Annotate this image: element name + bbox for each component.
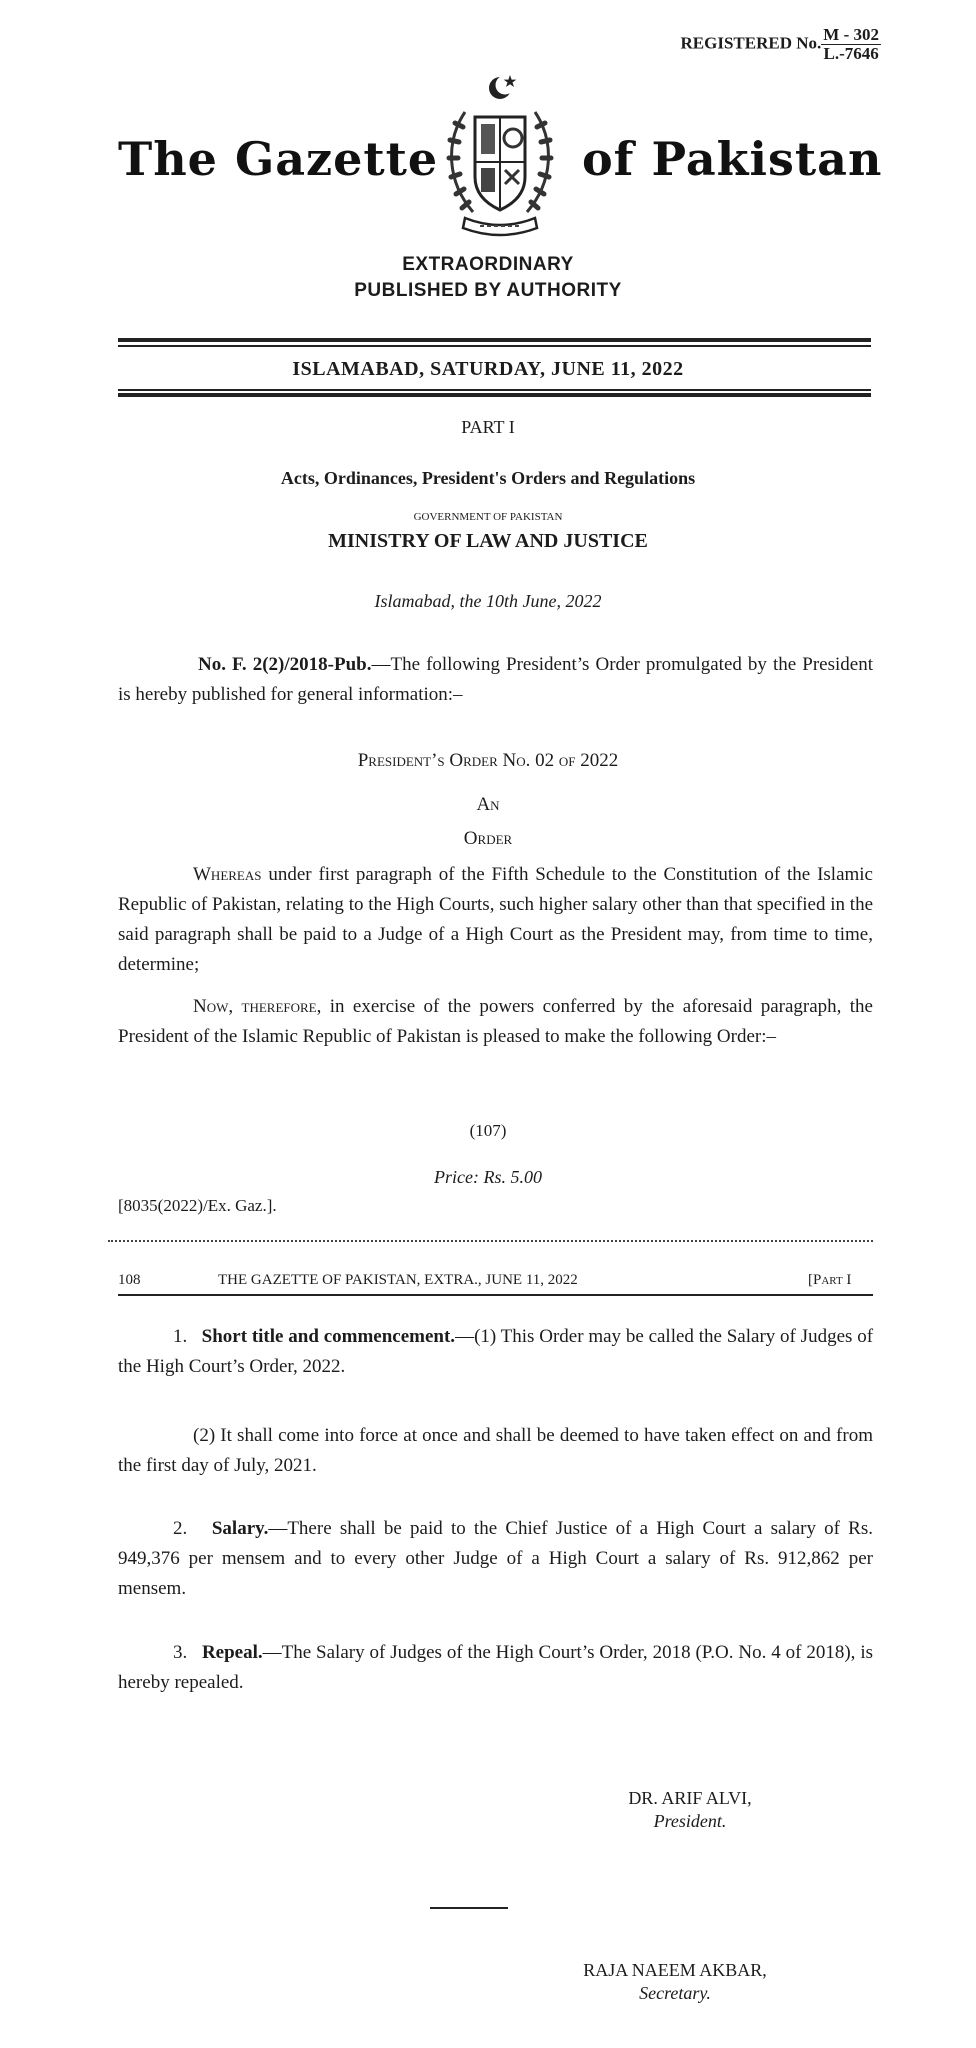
price: Price: Rs. 5.00 xyxy=(434,1167,542,1187)
top-rule-thin xyxy=(118,345,871,347)
gazette-title-right: of Pakistan xyxy=(582,132,883,186)
order-word: Order xyxy=(463,828,513,849)
running-part: [Part I xyxy=(808,1272,852,1288)
running-header-rule xyxy=(118,1294,873,1296)
section-3-text: —The Salary of Judges of the High Court’s Order, 2018 (P.O. No. 4 of 2018), is hereby repealed. xyxy=(118,1642,873,1693)
extraordinary-label: EXTRAORDINARY xyxy=(402,254,574,275)
page-break xyxy=(108,1240,873,1242)
section-2-text: —There shall be paid to the Chief Justice of a High Court a salary of Rs. 949,376 per mensem and to every other Judge of a High Court a salary of Rs. 912,862 per mensem. xyxy=(118,1518,873,1599)
whereas-word: Whereas xyxy=(193,864,262,885)
section-3-number: 3. xyxy=(173,1642,188,1663)
order-title: President’s Order No. 02 of 2022 xyxy=(357,750,619,771)
signature-separator xyxy=(430,1907,508,1909)
section-3-heading: Repeal. xyxy=(201,1642,263,1663)
secretary-name: RAJA NAEEM AKBAR, xyxy=(583,1960,767,1980)
section-1-text: —(1) This Order may be called the Salary of Judges of the High Court’s Order, 2022. xyxy=(118,1326,874,1377)
government-label: GOVERNMENT OF PAKISTAN xyxy=(413,511,563,523)
president-name: DR. ARIF ALVI, xyxy=(628,1788,752,1808)
section-1-heading: Short title and commencement. xyxy=(201,1326,456,1347)
place-date: Islamabad, the 10th June, 2022 xyxy=(374,591,602,611)
running-title: THE GAZETTE OF PAKISTAN, EXTRA., JUNE 11, 2022 xyxy=(218,1272,578,1288)
section-1 xyxy=(118,1322,873,1382)
published-by-authority: PUBLISHED BY AUTHORITY xyxy=(354,280,622,301)
registered-top: M - 302 xyxy=(823,25,879,44)
state-emblem-icon xyxy=(425,72,575,242)
registered-number xyxy=(681,26,881,63)
now-therefore-paragraph xyxy=(118,992,873,1052)
page-number-108: 108 xyxy=(118,1272,141,1288)
notice-number: No. F. 2(2)/2018-Pub. xyxy=(198,654,372,675)
top-rule xyxy=(118,338,871,342)
gazette-title-left: The Gazette xyxy=(118,132,439,186)
section-2 xyxy=(118,1514,873,1604)
now-therefore-text: in exercise of the powers conferred by the aforesaid paragraph, the President of the Islamic Republic of Pakistan is pleased to make the following Order:– xyxy=(118,996,873,1047)
whereas-text: under first paragraph of the Fifth Schedule to the Constitution of the Islamic Republic of Pakistan, relating to the High Courts, such higher salary other than that specified in the said paragraph shall be paid to a Judge of a High Court as the President may, from time to time, determine; xyxy=(118,864,873,975)
acts-heading: Acts, Ordinances, President's Orders and Regulations xyxy=(280,468,696,488)
secretary-title: Secretary. xyxy=(639,1983,711,2003)
signature-president xyxy=(600,1788,780,1832)
page-number-107: (107) xyxy=(469,1121,507,1140)
ministry-heading: MINISTRY OF LAW AND JUSTICE xyxy=(328,530,648,552)
registered-bottom: L.-7646 xyxy=(823,44,879,63)
registered-fraction xyxy=(821,26,881,63)
bottom-rule xyxy=(118,393,871,397)
order-an: An xyxy=(476,794,500,815)
bottom-rule-thin xyxy=(118,389,871,391)
now-therefore-word: Now, therefore, xyxy=(193,996,322,1017)
notice-paragraph xyxy=(118,650,873,710)
registered-label: REGISTERED No. xyxy=(680,33,822,53)
section-2-number: 2. xyxy=(173,1518,188,1539)
section-1-subsection-2-text: (2) It shall come into force at once and shall be deemed to have taken effect on and from the first day of July, 2021. xyxy=(118,1425,873,1476)
part-heading: PART I xyxy=(461,417,515,437)
signature-secretary xyxy=(560,1960,790,2004)
section-1-number: 1. xyxy=(173,1326,188,1347)
dateline: ISLAMABAD, SATURDAY, JUNE 11, 2022 xyxy=(292,358,684,380)
section-1-subsection-2 xyxy=(118,1421,873,1481)
notice-text: —The following President’s Order promulgated by the President is hereby published for general information:– xyxy=(118,654,873,705)
section-3 xyxy=(118,1638,873,1698)
president-title: President. xyxy=(653,1811,727,1831)
section-2-heading: Salary. xyxy=(211,1518,269,1539)
whereas-paragraph xyxy=(118,860,873,980)
gazette-reference: [8035(2022)/Ex. Gaz.]. xyxy=(118,1196,277,1215)
